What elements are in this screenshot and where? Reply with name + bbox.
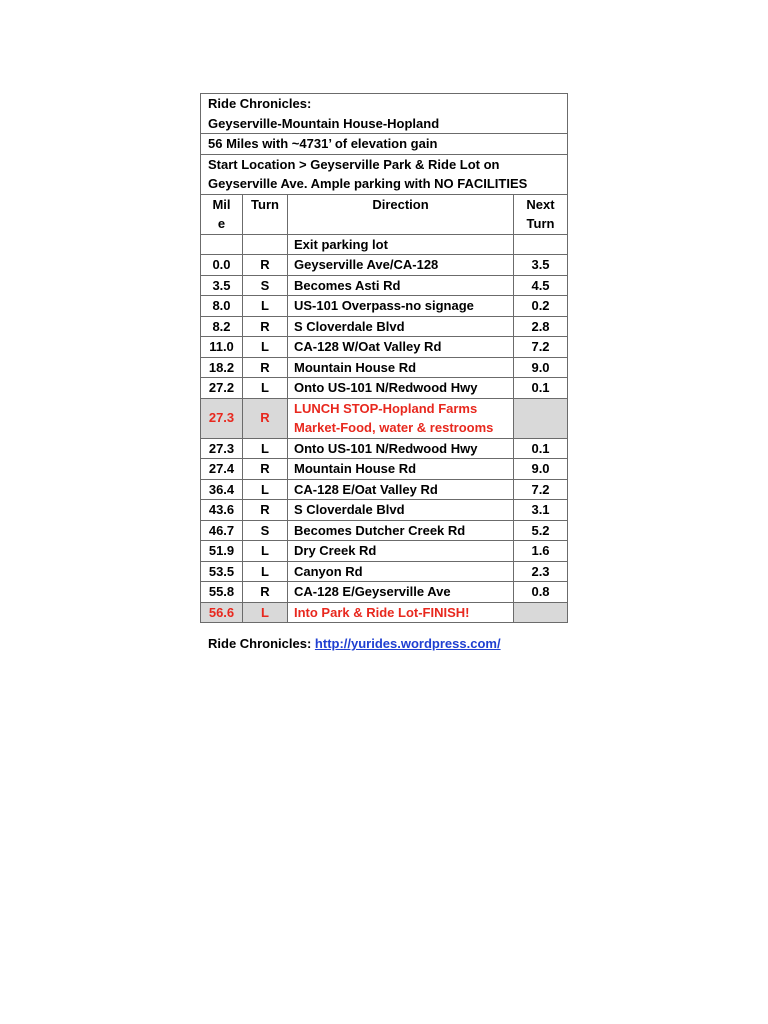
- mile-header-line-1: Mil: [212, 196, 231, 212]
- cue-row: [201, 337, 568, 358]
- cue-next-turn: 3.1: [514, 500, 568, 521]
- cue-turn: L: [243, 438, 288, 459]
- cue-mile: 56.6: [201, 602, 243, 623]
- next-header-line-2: Turn: [526, 216, 555, 231]
- cue-next-turn: 4.5: [514, 275, 568, 296]
- cue-row: [201, 234, 568, 255]
- cue-next-turn: 0.1: [514, 438, 568, 459]
- cue-direction: Dry Creek Rd: [288, 541, 514, 562]
- cue-turn: L: [243, 296, 288, 317]
- cue-row: [201, 500, 568, 521]
- cue-direction: S Cloverdale Blvd: [288, 316, 514, 337]
- cue-turn: L: [243, 602, 288, 623]
- cue-direction: Onto US-101 N/Redwood Hwy: [288, 438, 514, 459]
- cue-direction: Mountain House Rd: [288, 459, 514, 480]
- column-header-next-turn: [514, 194, 568, 234]
- cue-next-turn: [514, 398, 568, 438]
- title-line-1: Ride Chronicles:: [208, 96, 312, 111]
- cue-turn: L: [243, 541, 288, 562]
- cue-mile: [201, 234, 243, 255]
- cue-row: [201, 438, 568, 459]
- cue-direction: Canyon Rd: [288, 561, 514, 582]
- cue-mile: 46.7: [201, 520, 243, 541]
- column-header-direction: Direction: [288, 194, 514, 234]
- cue-next-turn: 3.5: [514, 255, 568, 276]
- title-row: [201, 94, 568, 134]
- cue-next-turn: [514, 234, 568, 255]
- cue-next-turn: 0.8: [514, 582, 568, 603]
- start-line-1: Start Location > Geyserville Park & Ride Lot on: [208, 156, 500, 172]
- next-header-line-1: Next: [526, 196, 555, 212]
- cue-turn: R: [243, 582, 288, 603]
- cue-row: [201, 520, 568, 541]
- cue-direction: CA-128 E/Oat Valley Rd: [288, 479, 514, 500]
- cue-turn: L: [243, 561, 288, 582]
- cue-direction: [288, 398, 514, 438]
- cue-direction: CA-128 E/Geyserville Ave: [288, 582, 514, 603]
- cue-mile: 8.2: [201, 316, 243, 337]
- cue-next-turn: 1.6: [514, 541, 568, 562]
- cue-next-turn: 0.1: [514, 378, 568, 399]
- distance-row: [201, 134, 568, 155]
- cue-mile: 0.0: [201, 255, 243, 276]
- cue-row: [201, 255, 568, 276]
- cue-turn: R: [243, 459, 288, 480]
- cue-row: [201, 378, 568, 399]
- finish-row: [201, 602, 568, 623]
- cue-mile: 36.4: [201, 479, 243, 500]
- cue-row: [201, 561, 568, 582]
- column-header-mile: [201, 194, 243, 234]
- cue-next-turn: 7.2: [514, 479, 568, 500]
- cue-mile: 27.4: [201, 459, 243, 480]
- cue-mile: 53.5: [201, 561, 243, 582]
- cue-mile: 51.9: [201, 541, 243, 562]
- cue-turn: R: [243, 357, 288, 378]
- cue-direction: Becomes Asti Rd: [288, 275, 514, 296]
- cue-direction: Onto US-101 N/Redwood Hwy: [288, 378, 514, 399]
- cue-next-turn: 9.0: [514, 357, 568, 378]
- cue-turn: S: [243, 520, 288, 541]
- cue-next-turn: 2.8: [514, 316, 568, 337]
- cue-mile: 18.2: [201, 357, 243, 378]
- start-location-row: [201, 154, 568, 194]
- cue-mile: 11.0: [201, 337, 243, 358]
- cue-row: [201, 357, 568, 378]
- cue-next-turn: 7.2: [514, 337, 568, 358]
- cue-turn: [243, 234, 288, 255]
- ride-distance: 56 Miles with ~4731’ of elevation gain: [201, 134, 568, 155]
- cue-turn: R: [243, 500, 288, 521]
- cue-sheet-table: [200, 93, 568, 623]
- cue-next-turn: [514, 602, 568, 623]
- lunch-stop-line-2: Market-Food, water & restrooms: [294, 420, 494, 435]
- cue-mile: 55.8: [201, 582, 243, 603]
- cue-turn: L: [243, 337, 288, 358]
- cue-direction: S Cloverdale Blvd: [288, 500, 514, 521]
- footer: [208, 636, 501, 651]
- lunch-stop-row: [201, 398, 568, 438]
- cue-turn: R: [243, 255, 288, 276]
- cue-direction: Mountain House Rd: [288, 357, 514, 378]
- cue-row: [201, 275, 568, 296]
- title-line-2: Geyserville-Mountain House-Hopland: [208, 115, 440, 131]
- cue-mile: 43.6: [201, 500, 243, 521]
- cue-direction: CA-128 W/Oat Valley Rd: [288, 337, 514, 358]
- blog-link[interactable]: http://yurides.wordpress.com/: [314, 636, 501, 651]
- cue-turn: R: [243, 316, 288, 337]
- cue-direction: US-101 Overpass-no signage: [288, 296, 514, 317]
- cue-mile: 27.3: [201, 398, 243, 438]
- column-header-row: [201, 194, 568, 234]
- cue-direction: Becomes Dutcher Creek Rd: [288, 520, 514, 541]
- cue-turn: R: [243, 398, 288, 438]
- cue-next-turn: 0.2: [514, 296, 568, 317]
- cue-turn: L: [243, 479, 288, 500]
- cue-mile: 3.5: [201, 275, 243, 296]
- cue-next-turn: 5.2: [514, 520, 568, 541]
- cue-row: [201, 459, 568, 480]
- cue-mile: 8.0: [201, 296, 243, 317]
- start-line-2: Geyserville Ave. Ample parking with NO FACILITIES: [208, 176, 528, 191]
- cue-direction: Exit parking lot: [288, 234, 514, 255]
- cue-row: [201, 582, 568, 603]
- cue-next-turn: 9.0: [514, 459, 568, 480]
- ride-title: [201, 94, 568, 134]
- cue-row: [201, 316, 568, 337]
- start-location: [201, 154, 568, 194]
- footer-label: Ride Chronicles:: [208, 636, 312, 651]
- column-header-turn: Turn: [243, 194, 288, 234]
- cue-direction: Geyserville Ave/CA-128: [288, 255, 514, 276]
- cue-turn: S: [243, 275, 288, 296]
- cue-direction: Into Park & Ride Lot-FINISH!: [288, 602, 514, 623]
- cue-row: [201, 296, 568, 317]
- cue-turn: L: [243, 378, 288, 399]
- cue-mile: 27.2: [201, 378, 243, 399]
- mile-header-line-2: e: [217, 216, 226, 231]
- cue-next-turn: 2.3: [514, 561, 568, 582]
- cue-row: [201, 479, 568, 500]
- lunch-stop-line-1: LUNCH STOP-Hopland Farms: [294, 400, 478, 416]
- cue-row: [201, 541, 568, 562]
- cue-mile: 27.3: [201, 438, 243, 459]
